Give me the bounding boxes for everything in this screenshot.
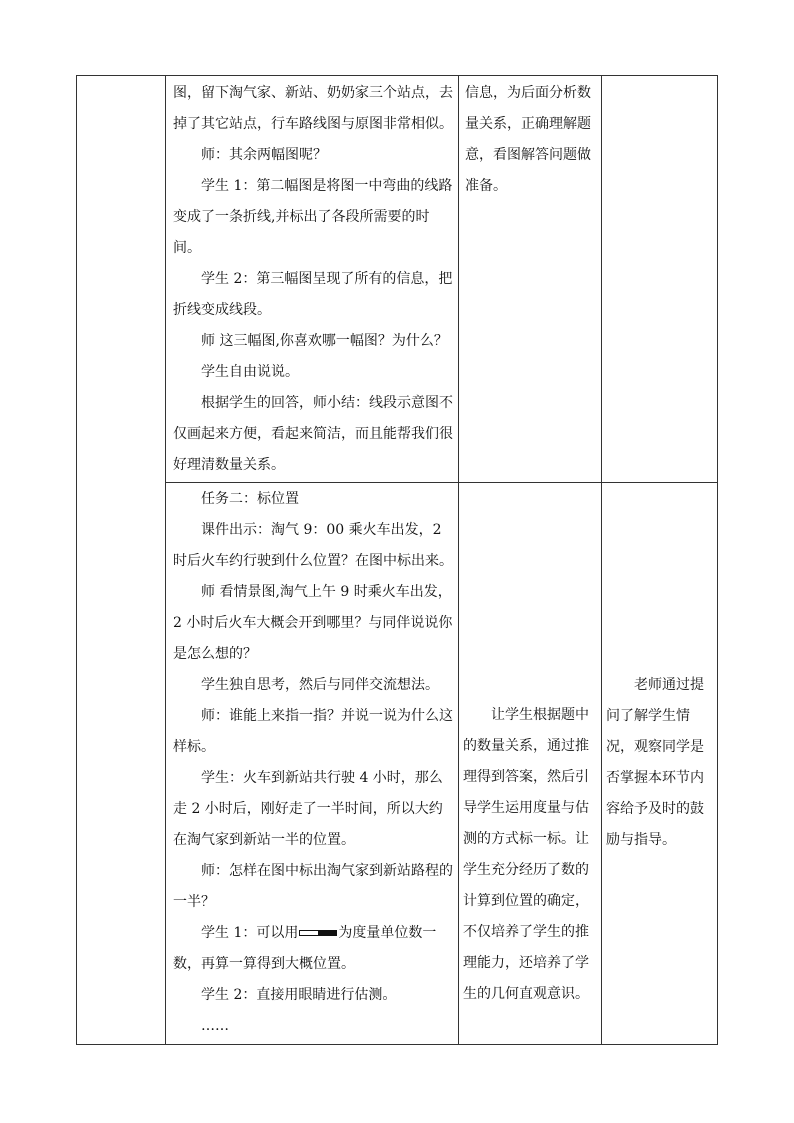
row1-intent-cell (465, 78, 595, 202)
process-paragraph: 师：其余两幅图呢？ (201, 147, 327, 163)
lesson-table (76, 75, 718, 1045)
ellipsis: …… (201, 1018, 229, 1034)
process-paragraph: 图，留下淘气家、新站、奶奶家三个站点，去掉了其它站点，行车路线图与原图非常相似。 (173, 85, 453, 132)
paragraph-text: 为度量单位数一数，再算一算得到大概位置。 (173, 925, 437, 972)
process-paragraph: 师 看情景图,淘气上午 9 时乘火车出发，2 小时后火车大概会开到哪里？与同伴说说你是怎么想的？ (173, 584, 453, 662)
process-paragraph: 学生 2：第三幅图呈现了所有的信息，把折线变成线段。 (173, 271, 453, 318)
process-paragraph: 学生独自思考，然后与同伴交流想法。 (201, 677, 439, 693)
task-title: 任务二：标位置 (201, 491, 299, 507)
intent-paragraph: 让学生根据题中的数量关系，通过推理得到答案，然后引导学生运用度量与估测的方式标一标。让学生充分经历了数的计算到位置的确定，不仅培养了学生的推理能力，还培养了学生的几何直观意识。 (463, 707, 589, 1002)
process-paragraph: 学生自由说说。 (201, 364, 299, 380)
row2-eval-cell (606, 670, 714, 856)
row1-process-cell (173, 78, 453, 481)
process-paragraph: 根据学生的回答，师小结：线段示意图不仅画起来方便，看起来简洁，而且能帮我们很好理清数量关系。 (173, 395, 453, 473)
process-paragraph: 课件出示：淘气 9：00 乘火车出发，2 时后火车约行驶到什么位置？在图中标出来。 (173, 522, 453, 569)
evaluation-paragraph: 老师通过提问了解学生情况，观察同学是否掌握本环节内容给予及时的鼓励与指导。 (606, 677, 704, 848)
column-divider (458, 76, 459, 1044)
process-paragraph: 师：怎样在图中标出淘气家到新站路程的一半？ (173, 863, 453, 910)
paragraph-text: 学生 1：可以用 (201, 925, 299, 941)
process-paragraph (173, 918, 453, 980)
process-paragraph: 学生 1：第二幅图是将图一中弯曲的线路变成了一条折线,并标出了各段所需要的时间。 (173, 178, 453, 256)
process-paragraph: 学生：火车到新站共行驶 4 小时，那么走 2 小时后，刚好走了一半时间，所以大约在淘气家到新站一半的位置。 (173, 770, 443, 848)
column-divider (601, 76, 602, 1044)
process-paragraph: 学生 2：直接用眼睛进行估测。 (201, 987, 397, 1003)
intent-paragraph: 信息，为后面分析数量关系，正确理解题意，看图解答问题做准备。 (465, 85, 591, 194)
column-divider (165, 76, 166, 1044)
measure-unit-segment-icon (299, 930, 337, 936)
process-paragraph: 师：谁能上来指一指？并说一说为什么这样标。 (173, 708, 453, 755)
row2-process-cell (173, 484, 453, 1042)
row2-intent-cell (463, 700, 597, 1010)
row-divider (165, 482, 717, 483)
process-paragraph: 师 这三幅图,你喜欢哪一幅图？为什么？ (201, 333, 448, 349)
